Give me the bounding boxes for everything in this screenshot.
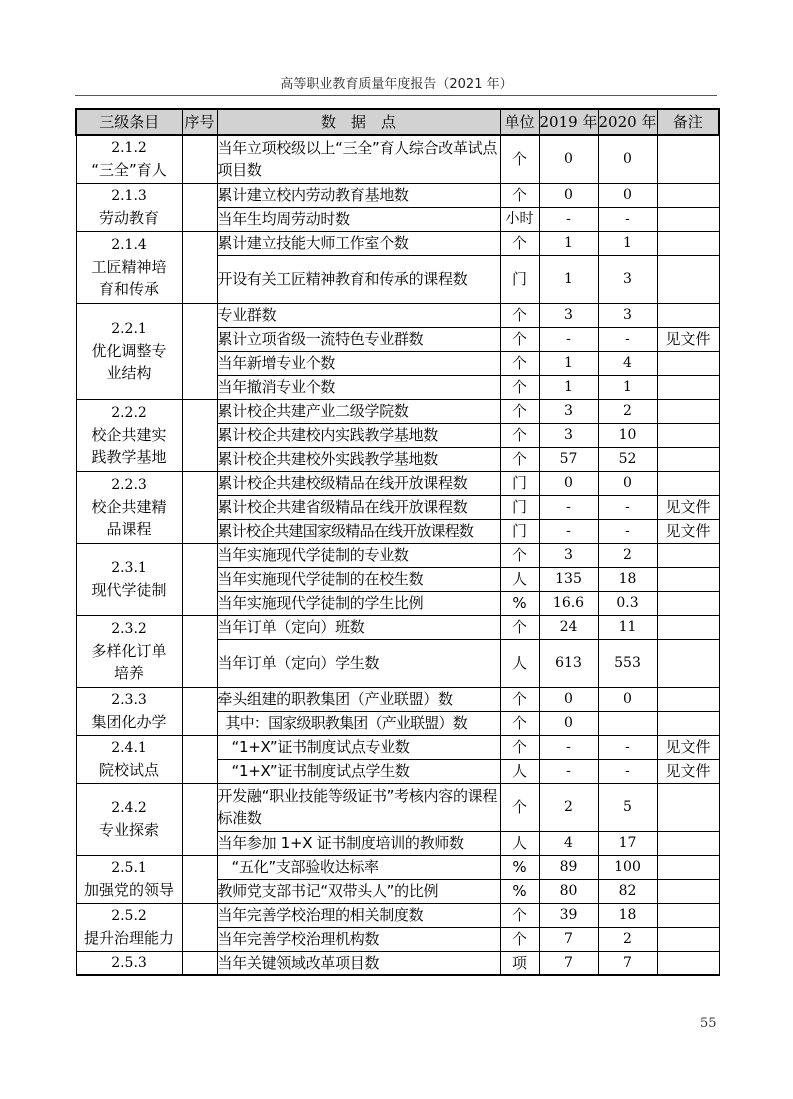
category-cell (76, 687, 182, 735)
col-header-datapoint: 数 据 点 (217, 109, 500, 135)
note-cell (657, 879, 719, 903)
value-2019-cell: 57 (539, 447, 598, 471)
category-name: 校企共建精品课程 (91, 498, 167, 538)
value-2020-cell: - (598, 519, 657, 543)
value-2020-cell: 11 (598, 615, 657, 639)
value-2019-cell: 7 (539, 927, 598, 951)
value-2019-cell: 1 (539, 351, 598, 375)
unit-cell: 门 (500, 471, 539, 495)
value-2020-cell: 4 (598, 351, 657, 375)
value-2019-cell: - (539, 735, 598, 759)
value-2019-cell: 0 (539, 183, 598, 207)
category-cell (76, 135, 182, 183)
value-2020-cell: 82 (598, 879, 657, 903)
col-header-note: 备注 (657, 109, 719, 135)
category-cell (76, 303, 182, 399)
category-name: 提升治理能力 (83, 929, 174, 947)
col-header-category: 三级条目 (76, 109, 182, 135)
category-code: 2.3.2 (111, 621, 147, 637)
note-cell (657, 351, 719, 375)
datapoint-cell: “1+X”证书制度试点学生数 (217, 759, 500, 783)
table-row (76, 135, 719, 183)
datapoint-cell: 当年实施现代学徒制的在校生数 (217, 567, 500, 591)
note-cell: 见文件 (657, 759, 719, 783)
datapoint-cell: 教师党支部书记“双带头人”的比例 (217, 879, 500, 903)
value-2019-cell: 3 (539, 543, 598, 567)
category-code: 2.5.2 (111, 908, 147, 924)
category-name: 校企共建实践教学基地 (91, 426, 167, 466)
table-row (76, 855, 719, 879)
value-2020-cell: 100 (598, 855, 657, 879)
seq-cell (182, 135, 217, 183)
unit-cell: 门 (500, 495, 539, 519)
category-code: 2.3.1 (111, 560, 147, 576)
category-name: 专业探索 (98, 821, 159, 839)
col-header-2019: 2019 年 (539, 109, 598, 135)
datapoint-cell: 其中：国家级职教集团（产业联盟）数 (217, 711, 500, 735)
value-2019-cell: 7 (539, 951, 598, 975)
value-2020-cell: 18 (598, 567, 657, 591)
datapoint-cell: 累计建立技能大师工作室个数 (217, 231, 500, 255)
unit-cell: 人 (500, 831, 539, 855)
category-cell (76, 183, 182, 231)
table-row (76, 303, 719, 327)
note-cell: 见文件 (657, 327, 719, 351)
note-cell (657, 135, 719, 183)
value-2019-cell: 3 (539, 423, 598, 447)
value-2019-cell: 0 (539, 471, 598, 495)
value-2019-cell: 39 (539, 903, 598, 927)
category-code: 2.2.2 (111, 405, 147, 421)
unit-cell: 个 (500, 351, 539, 375)
col-header-2020: 2020 年 (598, 109, 657, 135)
note-cell (657, 639, 719, 687)
table-row (76, 687, 719, 711)
datapoint-cell: 累计校企共建产业二级学院数 (217, 399, 500, 423)
unit-cell: 个 (500, 783, 539, 831)
value-2020-cell: 0.3 (598, 591, 657, 615)
datapoint-cell: 累计建立校内劳动教育基地数 (217, 183, 500, 207)
seq-cell (182, 303, 217, 399)
value-2020-cell: 2 (598, 399, 657, 423)
unit-cell: 个 (500, 183, 539, 207)
value-2019-cell: 1 (539, 375, 598, 399)
table-header-row (76, 109, 719, 135)
category-code: 2.3.3 (111, 692, 147, 708)
note-cell: 见文件 (657, 519, 719, 543)
seq-cell (182, 903, 217, 951)
category-code: 2.5.3 (111, 954, 147, 971)
unit-cell: 个 (500, 399, 539, 423)
table-row (76, 615, 719, 639)
value-2019-cell: 613 (539, 639, 598, 687)
seq-cell (182, 855, 217, 903)
seq-cell (182, 471, 217, 543)
datapoint-cell: 当年关键领域改革项目数 (217, 951, 500, 975)
category-cell (76, 855, 182, 903)
category-cell (76, 735, 182, 783)
note-cell (657, 831, 719, 855)
unit-cell: 个 (500, 615, 539, 639)
note-cell (657, 207, 719, 231)
unit-cell: 个 (500, 327, 539, 351)
seq-cell (182, 783, 217, 855)
unit-cell: 个 (500, 447, 539, 471)
unit-cell: 人 (500, 759, 539, 783)
unit-cell: % (500, 591, 539, 615)
category-cell (76, 903, 182, 951)
category-cell (76, 783, 182, 855)
value-2019-cell: 1 (539, 255, 598, 303)
unit-cell: % (500, 879, 539, 903)
value-2019-cell: - (539, 207, 598, 231)
value-2019-cell: 16.6 (539, 591, 598, 615)
datapoint-cell: 当年订单（定向）学生数 (217, 639, 500, 687)
data-table (75, 108, 720, 976)
value-2019-cell: 3 (539, 399, 598, 423)
datapoint-cell: 当年实施现代学徒制的学生比例 (217, 591, 500, 615)
table-row (76, 951, 719, 975)
category-name: 多样化订单培养 (91, 642, 167, 682)
note-cell: 见文件 (657, 735, 719, 759)
value-2020-cell: 0 (598, 471, 657, 495)
value-2020-cell: 10 (598, 423, 657, 447)
page-number: 55 (700, 1016, 717, 1031)
value-2020-cell (598, 711, 657, 735)
note-cell (657, 783, 719, 831)
value-2019-cell: 0 (539, 687, 598, 711)
header-rule (75, 95, 717, 96)
datapoint-cell: 当年订单（定向）班数 (217, 615, 500, 639)
note-cell (657, 471, 719, 495)
datapoint-cell: 开设有关工匠精神教育和传承的课程数 (217, 255, 500, 303)
unit-cell: 门 (500, 519, 539, 543)
note-cell (657, 255, 719, 303)
datapoint-cell: 当年生均周劳动时数 (217, 207, 500, 231)
seq-cell (182, 687, 217, 735)
note-cell (657, 711, 719, 735)
note-cell (657, 183, 719, 207)
unit-cell: 项 (500, 951, 539, 975)
seq-cell (182, 399, 217, 471)
value-2020-cell: 0 (598, 183, 657, 207)
note-cell (657, 855, 719, 879)
note-cell (657, 591, 719, 615)
datapoint-cell: 当年立项校级以上“三全”育人综合改革试点项目数 (217, 135, 500, 183)
value-2020-cell: - (598, 735, 657, 759)
value-2019-cell: 0 (539, 135, 598, 183)
value-2020-cell: 1 (598, 375, 657, 399)
value-2020-cell: 52 (598, 447, 657, 471)
value-2020-cell: 18 (598, 903, 657, 927)
value-2019-cell: 24 (539, 615, 598, 639)
value-2020-cell: 3 (598, 303, 657, 327)
seq-cell (182, 615, 217, 687)
category-cell (76, 543, 182, 615)
datapoint-cell: “五化”支部验收达标率 (217, 855, 500, 879)
value-2019-cell: - (539, 519, 598, 543)
unit-cell: 个 (500, 687, 539, 711)
category-name: 集团化办学 (91, 713, 167, 731)
value-2020-cell: 3 (598, 255, 657, 303)
category-name: 现代学徒制 (91, 581, 167, 599)
note-cell (657, 447, 719, 471)
note-cell (657, 399, 719, 423)
unit-cell: 个 (500, 375, 539, 399)
table-row (76, 903, 719, 927)
note-cell (657, 615, 719, 639)
value-2019-cell: - (539, 495, 598, 519)
category-name: 院校试点 (98, 761, 159, 779)
category-code: 2.1.3 (111, 188, 147, 204)
running-header: 高等职业教育质量年度报告（2021 年） (280, 77, 513, 92)
unit-cell: 个 (500, 303, 539, 327)
value-2019-cell: 89 (539, 855, 598, 879)
category-name: 优化调整专业结构 (91, 342, 167, 382)
datapoint-cell: 累计立项省级一流特色专业群数 (217, 327, 500, 351)
unit-cell: 个 (500, 735, 539, 759)
table-row (76, 399, 719, 423)
unit-cell: 小时 (500, 207, 539, 231)
category-code: 2.5.1 (111, 860, 147, 876)
datapoint-cell: 累计校企共建校级精品在线开放课程数 (217, 471, 500, 495)
category-code: 2.4.1 (111, 740, 147, 756)
note-cell (657, 423, 719, 447)
seq-cell (182, 735, 217, 783)
value-2019-cell: 2 (539, 783, 598, 831)
unit-cell: 个 (500, 543, 539, 567)
datapoint-cell: 累计校企共建国家级精品在线开放课程数 (217, 519, 500, 543)
datapoint-cell: 当年参加 1+X 证书制度培训的教师数 (217, 831, 500, 855)
note-cell: 见文件 (657, 495, 719, 519)
value-2020-cell: 1 (598, 231, 657, 255)
datapoint-cell: 专业群数 (217, 303, 500, 327)
category-code: 2.2.1 (111, 321, 147, 337)
seq-cell (182, 543, 217, 615)
value-2020-cell: 2 (598, 543, 657, 567)
datapoint-cell: 当年实施现代学徒制的专业数 (217, 543, 500, 567)
unit-cell: 人 (500, 639, 539, 687)
unit-cell: 门 (500, 255, 539, 303)
category-name: 劳动教育 (98, 209, 159, 227)
datapoint-cell: “1+X”证书制度试点专业数 (217, 735, 500, 759)
value-2020-cell: 17 (598, 831, 657, 855)
table-row (76, 471, 719, 495)
col-header-seq: 序号 (182, 109, 217, 135)
value-2019-cell: 135 (539, 567, 598, 591)
seq-cell (182, 183, 217, 231)
unit-cell: % (500, 855, 539, 879)
table-row (76, 783, 719, 831)
col-header-unit: 单位 (500, 109, 539, 135)
datapoint-cell: 累计校企共建省级精品在线开放课程数 (217, 495, 500, 519)
note-cell (657, 543, 719, 567)
category-code: 2.4.2 (111, 800, 147, 816)
value-2019-cell: 1 (539, 231, 598, 255)
value-2020-cell: - (598, 207, 657, 231)
datapoint-cell: 开发融“职业技能等级证书”考核内容的课程标准数 (217, 783, 500, 831)
value-2020-cell: 7 (598, 951, 657, 975)
datapoint-cell: 牵头组建的职教集团（产业联盟）数 (217, 687, 500, 711)
value-2020-cell: - (598, 759, 657, 783)
datapoint-cell: 当年完善学校治理机构数 (217, 927, 500, 951)
table-row (76, 183, 719, 207)
value-2020-cell: 553 (598, 639, 657, 687)
category-cell (76, 951, 182, 975)
value-2019-cell: 80 (539, 879, 598, 903)
value-2019-cell: - (539, 759, 598, 783)
unit-cell: 个 (500, 231, 539, 255)
table-row (76, 735, 719, 759)
value-2020-cell: - (598, 327, 657, 351)
category-cell (76, 399, 182, 471)
unit-cell: 个 (500, 135, 539, 183)
datapoint-cell: 累计校企共建校内实践教学基地数 (217, 423, 500, 447)
value-2020-cell: 5 (598, 783, 657, 831)
seq-cell (182, 231, 217, 303)
unit-cell: 个 (500, 927, 539, 951)
note-cell (657, 927, 719, 951)
category-name: “三全”育人 (91, 161, 167, 180)
unit-cell: 个 (500, 903, 539, 927)
unit-cell: 人 (500, 567, 539, 591)
table-row (76, 231, 719, 255)
value-2020-cell: 0 (598, 135, 657, 183)
note-cell (657, 375, 719, 399)
datapoint-cell: 当年完善学校治理的相关制度数 (217, 903, 500, 927)
category-cell (76, 615, 182, 687)
datapoint-cell: 累计校企共建校外实践教学基地数 (217, 447, 500, 471)
category-cell (76, 471, 182, 543)
unit-cell: 个 (500, 423, 539, 447)
table-row (76, 543, 719, 567)
note-cell (657, 303, 719, 327)
category-code: 2.1.4 (111, 237, 147, 253)
note-cell (657, 567, 719, 591)
value-2019-cell: - (539, 327, 598, 351)
unit-cell: 个 (500, 711, 539, 735)
datapoint-cell: 当年撤消专业个数 (217, 375, 500, 399)
category-cell (76, 231, 182, 303)
value-2020-cell: 0 (598, 687, 657, 711)
category-name: 加强党的领导 (83, 881, 174, 899)
category-code: 2.2.3 (111, 477, 147, 493)
note-cell (657, 951, 719, 975)
value-2019-cell: 4 (539, 831, 598, 855)
value-2020-cell: 2 (598, 927, 657, 951)
category-name: 工匠精神培育和传承 (91, 258, 167, 298)
value-2019-cell: 0 (539, 711, 598, 735)
note-cell (657, 231, 719, 255)
value-2020-cell: - (598, 495, 657, 519)
note-cell (657, 687, 719, 711)
value-2019-cell: 3 (539, 303, 598, 327)
datapoint-cell: 当年新增专业个数 (217, 351, 500, 375)
note-cell (657, 903, 719, 927)
seq-cell (182, 951, 217, 975)
category-code: 2.1.2 (111, 140, 147, 157)
